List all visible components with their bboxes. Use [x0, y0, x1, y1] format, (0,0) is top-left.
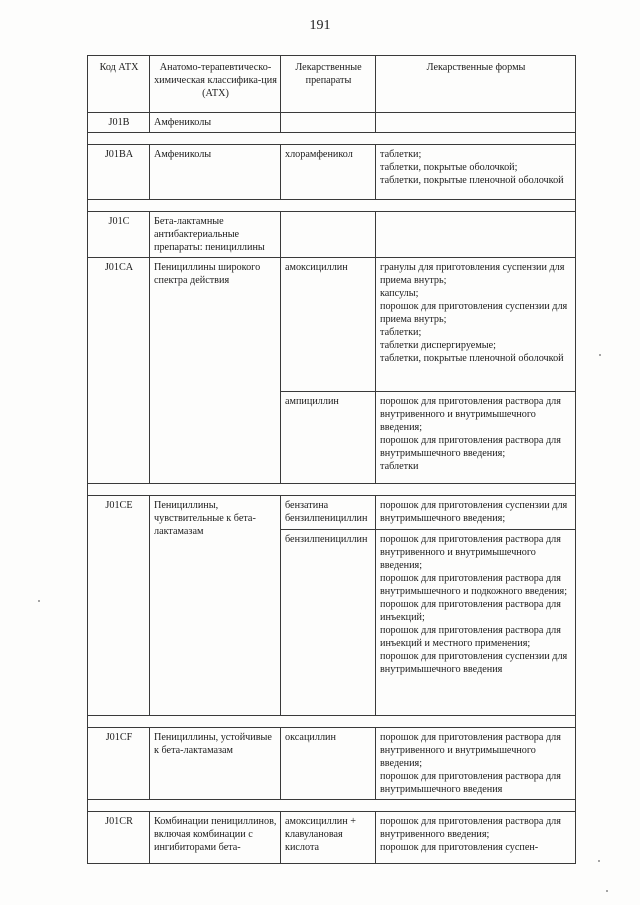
atc-table: [87, 55, 576, 864]
atc-code: J01BA: [88, 145, 150, 200]
drug-name: [281, 113, 376, 133]
dosage-form: порошок для приготовления раствора для инъекций и местного применения;: [380, 625, 561, 649]
atc-code: J01B: [88, 113, 150, 133]
drug-name: оксациллин: [281, 728, 376, 800]
dosage-forms: [376, 145, 576, 200]
dosage-form: порошок для приготовления раствора для внутримышечного введения;: [380, 435, 561, 459]
dosage-forms: [376, 496, 576, 530]
dosage-form: порошок для приготовления раствора для внутривенного введения;: [380, 816, 561, 840]
header-classification: Анатомо-терапевтическо-химическая классифика-ция (АТХ): [150, 56, 281, 113]
scan-speck: [599, 354, 601, 356]
dosage-form: порошок для приготовления раствора для инъекций;: [380, 599, 561, 623]
scan-speck: [38, 600, 40, 602]
dosage-forms: [376, 728, 576, 800]
dosage-forms: [376, 392, 576, 484]
scan-speck: [598, 860, 600, 862]
header-forms: Лекарственные формы: [376, 56, 576, 113]
dosage-form: порошок для приготовления раствора для внутримышечного и подкожного введения;: [380, 573, 568, 597]
dosage-form: таблетки, покрытые пленочной оболочкой: [380, 175, 564, 186]
dosage-forms: [376, 212, 576, 258]
dosage-form: таблетки;: [380, 149, 422, 160]
table-row: [88, 258, 576, 392]
drug-name: бензилпенициллин: [281, 530, 376, 716]
dosage-form: капсулы;: [380, 288, 419, 299]
dosage-form: порошок для приготовления суспензии для приема внутрь;: [380, 301, 568, 325]
atc-group: Бета-лактамные антибактериальные препараты: пенициллины: [150, 212, 281, 258]
atc-group: Амфениколы: [150, 145, 281, 200]
table-header-row: [88, 56, 576, 113]
dosage-form: таблетки;: [380, 327, 422, 338]
page-number: 191: [309, 18, 331, 33]
dosage-form: порошок для приготовления суспензии для внутримышечного введения: [380, 651, 568, 675]
header-drugs: Лекарственные препараты: [281, 56, 376, 113]
atc-code: J01CE: [88, 496, 150, 716]
atc-group: Комбинации пенициллинов, включая комбинации с ингибиторами бета-: [150, 812, 281, 864]
dosage-form: таблетки, покрытые пленочной оболочкой: [380, 353, 564, 364]
table-row: [88, 113, 576, 133]
atc-code: J01C: [88, 212, 150, 258]
dosage-form: таблетки диспергируемые;: [380, 340, 496, 351]
table-row: [88, 812, 576, 864]
dosage-forms: [376, 258, 576, 392]
table-row: [88, 145, 576, 200]
atc-code: J01CR: [88, 812, 150, 864]
dosage-form: порошок для приготовления раствора для внутривенного и внутримышечного введения;: [380, 732, 561, 769]
drug-name: амоксициллин + клавулановая кислота: [281, 812, 376, 864]
atc-group: Пенициллины, чувствительные к бета-лактамазам: [150, 496, 281, 716]
drug-name: амоксициллин: [281, 258, 376, 392]
scan-speck: [606, 890, 608, 892]
dosage-form: порошок для приготовления раствора для внутривенного и внутримышечного введения;: [380, 396, 561, 433]
atc-group: Пенициллины широкого спектра действия: [150, 258, 281, 484]
table-row: [88, 496, 576, 530]
dosage-form: порошок для приготовления раствора для внутримышечного введения: [380, 771, 561, 795]
atc-code: J01CA: [88, 258, 150, 484]
dosage-form: гранулы для приготовления суспензии для приема внутрь;: [380, 262, 565, 286]
dosage-forms: [376, 812, 576, 864]
dosage-form: таблетки, покрытые оболочкой;: [380, 162, 518, 173]
drug-name: [281, 212, 376, 258]
drug-name: бензатина бензилпенициллин: [281, 496, 376, 530]
drug-name: ампициллин: [281, 392, 376, 484]
drug-name: хлорамфеникол: [281, 145, 376, 200]
atc-group: Амфениколы: [150, 113, 281, 133]
atc-code: J01CF: [88, 728, 150, 800]
atc-group: Пенициллины, устойчивые к бета-лактамазам: [150, 728, 281, 800]
dosage-forms: [376, 530, 576, 716]
dosage-forms: [376, 113, 576, 133]
dosage-form: порошок для приготовления суспен-: [380, 842, 539, 853]
dosage-form: порошок для приготовления раствора для внутривенного и внутримышечного введения;: [380, 534, 561, 571]
header-code: Код АТХ: [88, 56, 150, 113]
table-row: [88, 728, 576, 800]
table-row: [88, 212, 576, 258]
dosage-form: порошок для приготовления суспензии для внутримышечного введения;: [380, 500, 568, 524]
dosage-form: таблетки: [380, 461, 419, 472]
